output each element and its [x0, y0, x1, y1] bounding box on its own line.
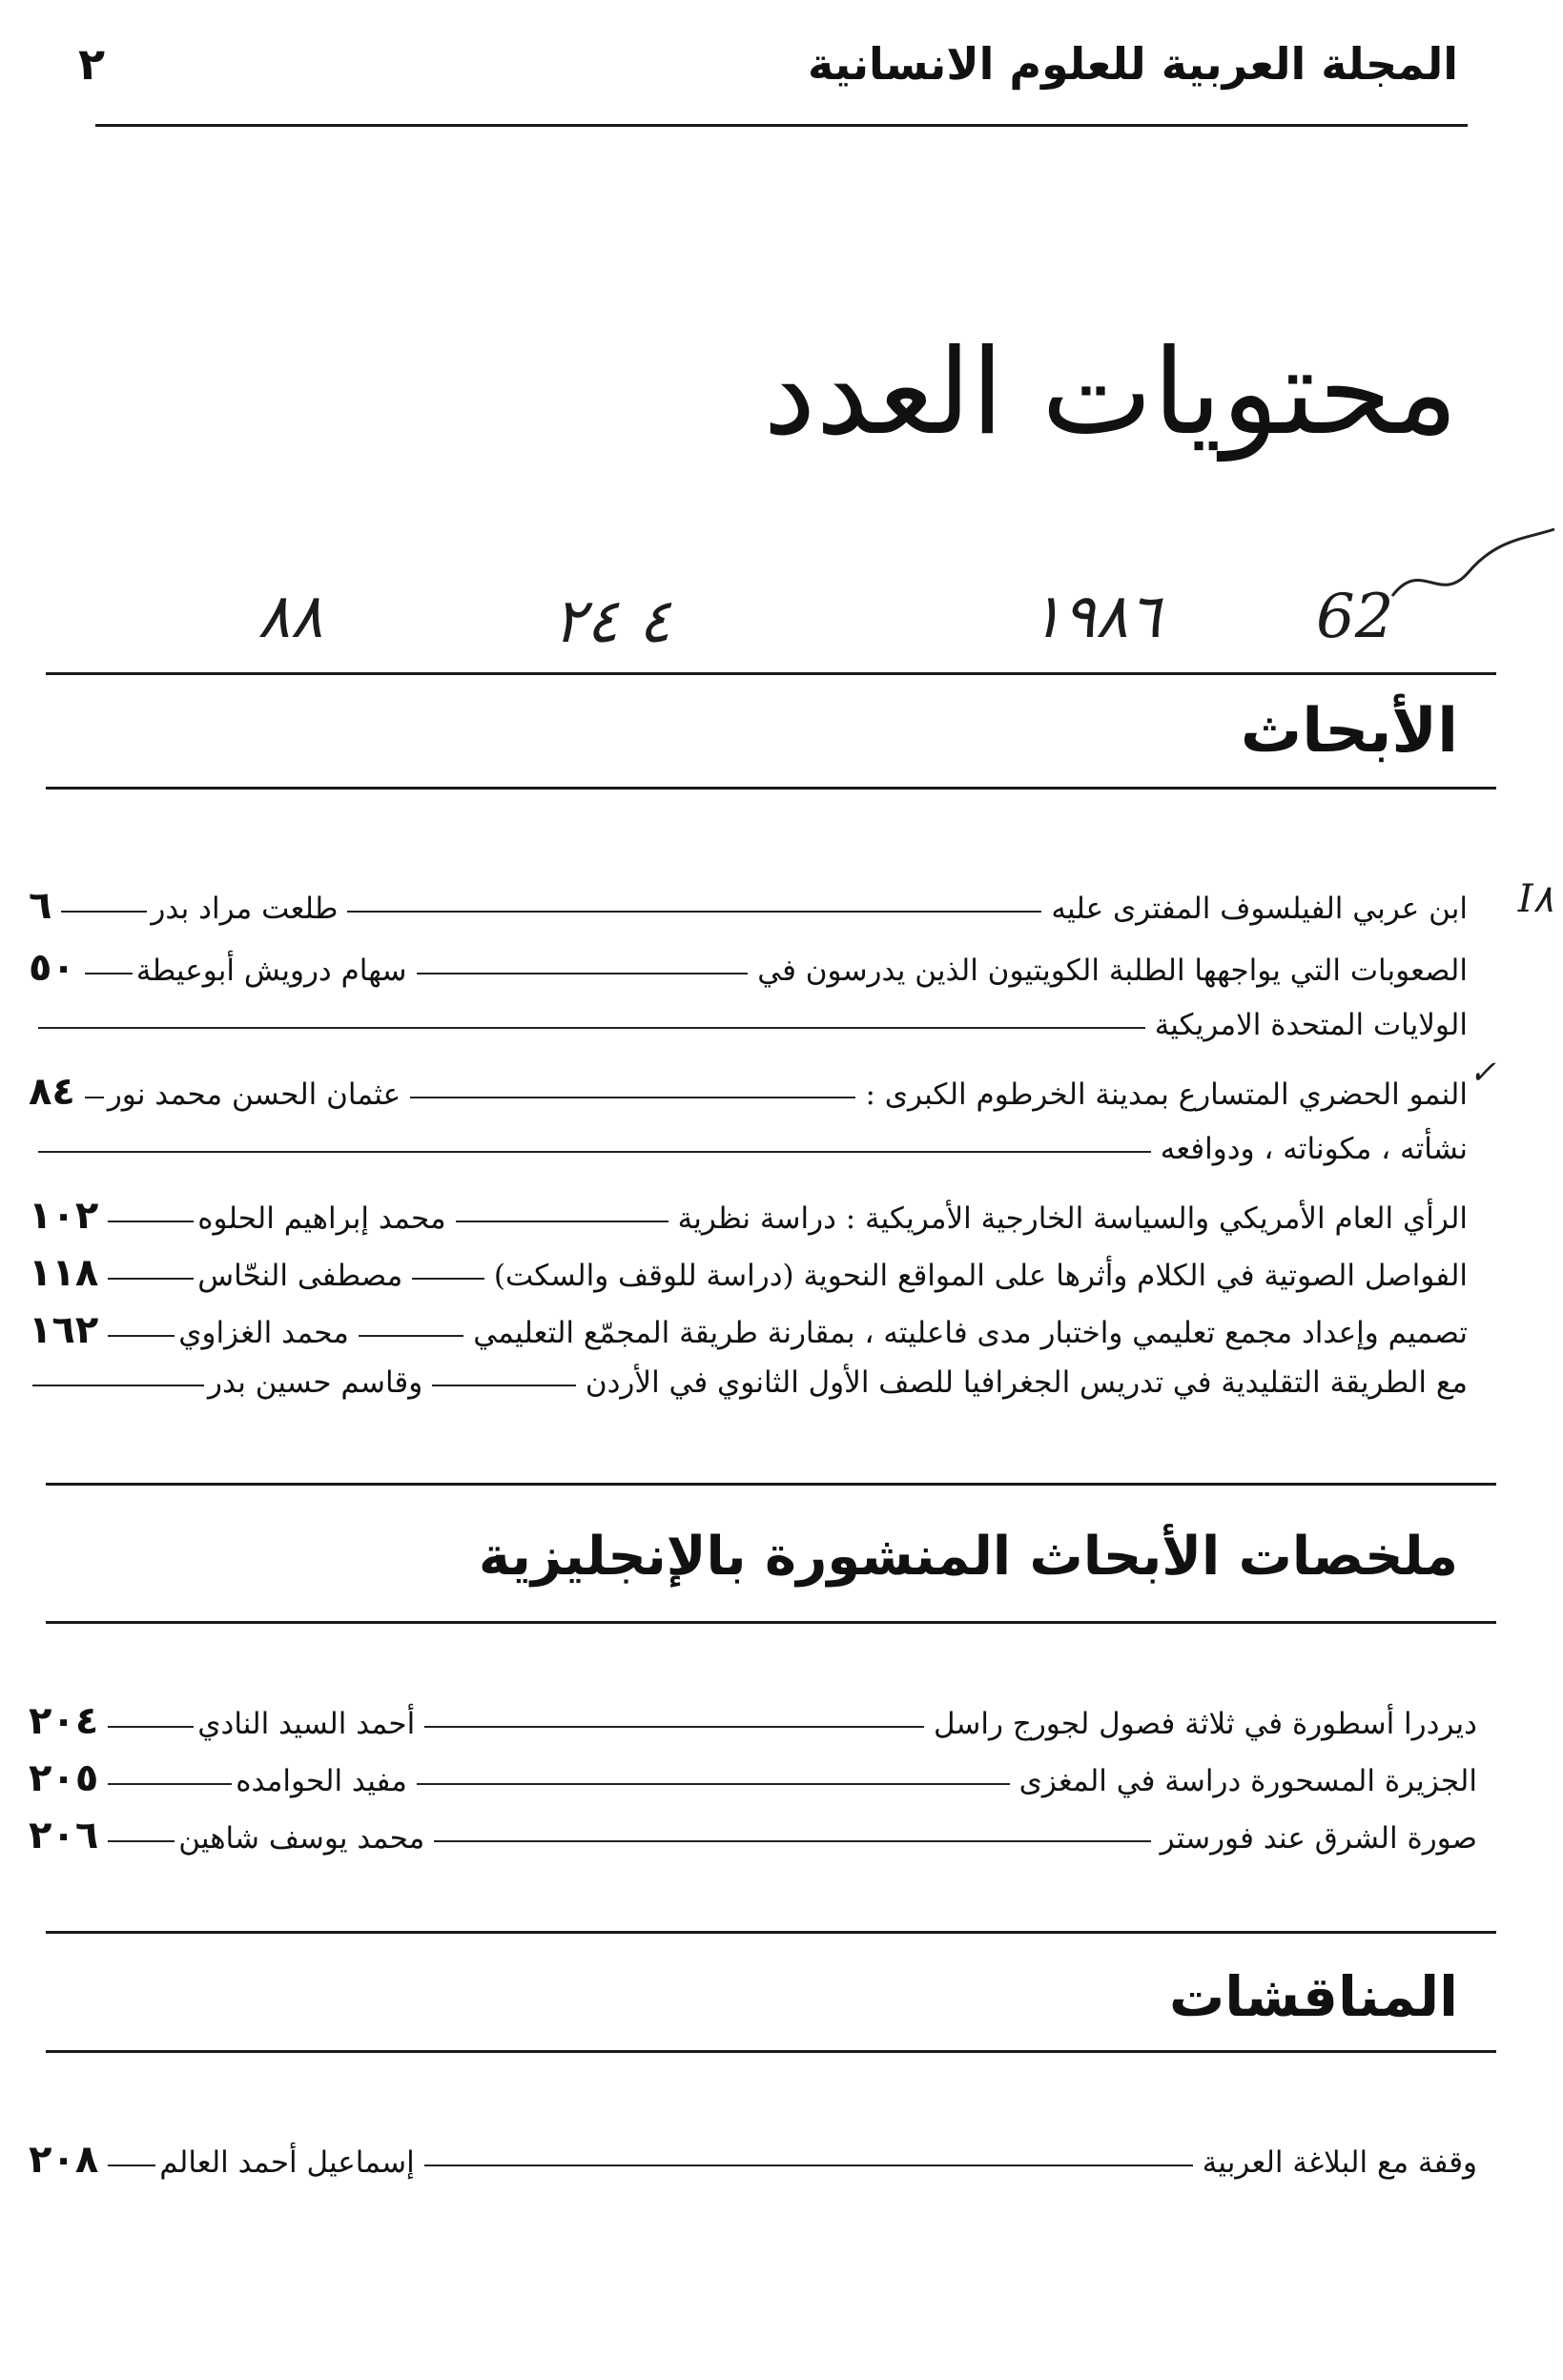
toc-row	[29, 1365, 1468, 1400]
leader-line	[85, 973, 133, 975]
toc-title: نشأته ، مكوناته ، ودوافعه	[1160, 1132, 1468, 1166]
leader-line	[424, 2165, 1193, 2166]
toc-row	[29, 1756, 1477, 1800]
toc-title: تصميم وإعداد مجمع تعليمي واختبار مدى فاعليته ، بمقارنة طريقة المجمّع التعليمي	[473, 1316, 1468, 1350]
leader-line	[347, 911, 1041, 913]
leader-line	[108, 1278, 194, 1280]
section-divider-bottom	[46, 787, 1496, 790]
leader-line	[38, 1027, 1145, 1029]
toc-author: وقاسم حسين بدر	[208, 1365, 423, 1400]
leader-line	[108, 1783, 232, 1785]
toc-row	[29, 1251, 1468, 1295]
leader-line	[412, 1278, 484, 1280]
toc-title: مع الطريقة التقليدية في تدريس الجغرافيا للصف الأول الثانوي في الأردن	[585, 1365, 1468, 1400]
toc-page: ١٦٢	[29, 1308, 99, 1352]
toc-author: محمد يوسف شاهين	[178, 1821, 425, 1856]
handwritten-squiggle-icon	[1383, 520, 1559, 605]
toc-title: النمو الحضري المتسارع بمدينة الخرطوم الكبرى :	[865, 1077, 1468, 1112]
section-divider-top	[46, 1931, 1496, 1934]
toc-page: ٢٠٤	[29, 1699, 99, 1743]
toc-row	[29, 1308, 1468, 1352]
toc-author: طلعت مراد بدر	[151, 892, 339, 926]
toc-title: ابن عربي الفيلسوف المفترى عليه	[1051, 892, 1468, 926]
leader-line	[456, 1221, 668, 1222]
toc-page: ١١٨	[29, 1251, 99, 1295]
leader-line	[434, 1840, 1150, 1842]
leader-line	[417, 1783, 1010, 1785]
toc-author: مفيد الحوامده	[236, 1764, 407, 1798]
handwritten-note-year: ١٩٨٦	[1030, 582, 1162, 652]
leader-line	[410, 1097, 855, 1098]
toc-title: الفواصل الصوتية في الكلام وأثرها على المواقع النحوية (دراسة للوقف والسكت)	[493, 1259, 1468, 1293]
toc-title: ديردرا أسطورة في ثلاثة فصول لجورج راسل	[933, 1707, 1477, 1741]
toc-title: وقفة مع البلاغة العربية	[1202, 2145, 1477, 2180]
leader-line	[32, 1385, 204, 1386]
toc-author: مصطفى النحّاس	[197, 1259, 403, 1293]
toc-row	[29, 1816, 1477, 1855]
toc-page: ٥٠	[29, 946, 75, 990]
leader-line	[108, 1840, 175, 1842]
toc-row	[29, 1194, 1468, 1238]
handwritten-note-code: 62	[1316, 582, 1394, 652]
handwritten-note-issue: ٤ ٢٤	[553, 586, 671, 657]
leader-line	[108, 1335, 175, 1337]
page-title: محتويات العدد	[763, 324, 1458, 462]
toc-title: الجزيرة المسحورة دراسة في المغزى	[1018, 1764, 1477, 1798]
section-divider-bottom	[46, 2050, 1496, 2053]
toc-author: سهام درويش أبوعيطة	[135, 954, 407, 988]
journal-title: المجلة العربية للعلوم الانسانية	[808, 38, 1458, 90]
handwritten-note-volume: ٨٨	[257, 582, 323, 652]
toc-author: أحمد السيد النادي	[197, 1707, 416, 1741]
toc-author: إسماعيل أحمد العالم	[159, 2145, 415, 2180]
leader-line	[61, 911, 147, 913]
section-heading-research: الأبحاث	[1240, 696, 1458, 767]
section-divider-bottom	[46, 1621, 1496, 1624]
page-number: ٢	[78, 38, 106, 90]
leader-line	[108, 2165, 155, 2166]
leader-line	[108, 1726, 194, 1728]
toc-page: ٨٤	[29, 1070, 75, 1114]
leader-line	[359, 1335, 463, 1337]
toc-row	[29, 2138, 1477, 2182]
margin-checkmark-icon: ✓	[1469, 1054, 1496, 1092]
toc-row	[29, 884, 1468, 928]
toc-title: الصعوبات التي يواجهها الطلبة الكويتيون الذين يدرسون في	[757, 954, 1468, 988]
toc-title: الرأي العام الأمريكي والسياسة الخارجية الأمريكية : دراسة نظرية	[677, 1201, 1468, 1236]
toc-author: عثمان الحسن محمد نور	[107, 1077, 401, 1112]
leader-line	[424, 1726, 924, 1728]
margin-annotation: I٨	[1517, 877, 1553, 921]
leader-line	[38, 1151, 1151, 1153]
section-heading-discussions: المناقشات	[1168, 1964, 1458, 2029]
toc-page: ٢٠٨	[29, 2138, 99, 2182]
section-divider-top	[46, 672, 1496, 675]
toc-title: الولايات المتحدة الامريكية	[1154, 1008, 1468, 1042]
toc-page: ١٠٢	[29, 1194, 99, 1238]
leader-line	[108, 1221, 194, 1222]
toc-row	[29, 1070, 1468, 1114]
toc-author: محمد الغزاوي	[178, 1316, 349, 1350]
toc-author: محمد إبراهيم الحلوه	[197, 1201, 446, 1236]
toc-row	[29, 1132, 1468, 1166]
section-divider-top	[46, 1483, 1496, 1486]
leader-line	[417, 973, 749, 975]
header-divider	[95, 124, 1468, 127]
toc-row	[29, 1008, 1468, 1042]
toc-page: ٦	[29, 884, 52, 928]
toc-page: ٢٠٦	[29, 1814, 99, 1857]
leader-line	[432, 1385, 576, 1386]
toc-title: صورة الشرق عند فورستر	[1160, 1821, 1477, 1856]
leader-line	[85, 1097, 104, 1098]
toc-row	[29, 1699, 1477, 1743]
toc-row	[29, 946, 1468, 990]
section-heading-abstracts: ملخصات الأبحاث المنشورة بالإنجليزية	[478, 1526, 1458, 1588]
toc-page: ٢٠٥	[29, 1756, 99, 1800]
